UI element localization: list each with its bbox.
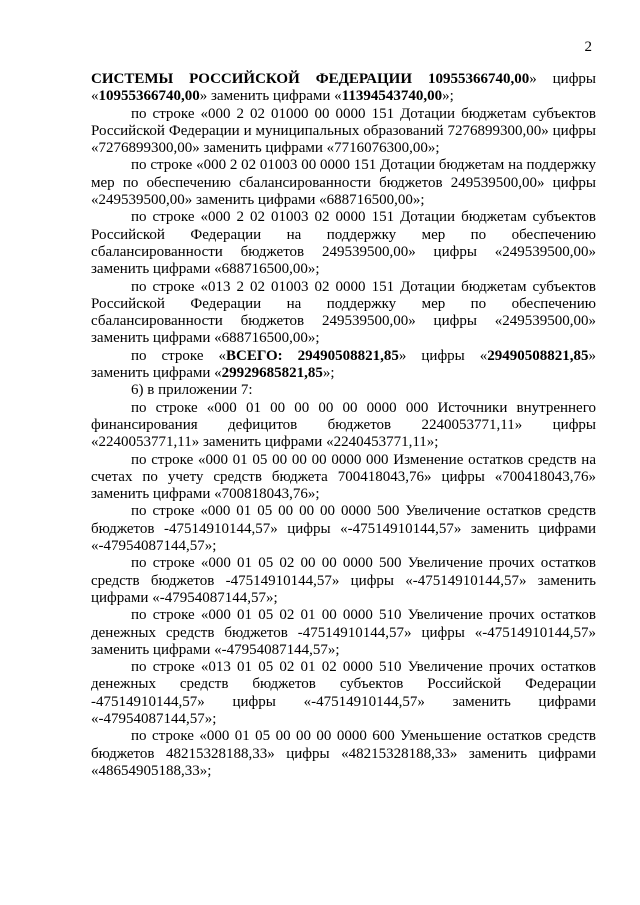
paragraph-text: по строке «013 01 05 02 01 02 0000 510 Увеличение прочих остатков денежных средств бюджетов субъектов Российской Федерации -47514910144,57» цифры «-47514910144,57» заменить цифрами «-47954087144,57»; bbox=[91, 659, 596, 727]
paragraph-text-bold: 10955366740,00 bbox=[98, 88, 200, 105]
paragraph-text: по строке «000 01 05 02 01 00 0000 510 Увеличение прочих остатков денежных средств бюджетов -47514910144,57» цифры «-47514910144,57» заменить цифрами «-47954087144,57»; bbox=[91, 607, 596, 658]
paragraph-text: » заменить цифрами « bbox=[91, 347, 596, 382]
paragraph-text-bold: 29490508821,85 bbox=[487, 347, 589, 364]
paragraph bbox=[91, 279, 596, 348]
paragraph-text: 6) в приложении 7: bbox=[131, 382, 253, 399]
paragraph bbox=[91, 348, 596, 383]
paragraph-text-bold: СИСТЕМЫ РОССИЙСКОЙ ФЕДЕРАЦИИ 10955366740,00 bbox=[91, 71, 530, 87]
page-number: 2 bbox=[584, 39, 592, 55]
paragraph bbox=[91, 503, 596, 555]
paragraph-text: »; bbox=[322, 365, 335, 382]
paragraph-text: по строке «000 01 05 00 00 00 0000 000 Изменение остатков средств на счетах по учету средств бюджета 700418043,76» цифры «700418043,76» заменить цифрами «700818043,76»; bbox=[91, 451, 596, 503]
paragraph bbox=[91, 382, 596, 399]
paragraph bbox=[91, 728, 596, 780]
paragraph bbox=[91, 157, 596, 209]
paragraph bbox=[91, 400, 596, 452]
paragraph-text: по строке «000 01 05 02 00 00 0000 500 Увеличение прочих остатков средств бюджетов -47514910144,57» цифры «-47514910144,57» заменить цифрами «-47954087144,57»; bbox=[91, 555, 596, 606]
paragraph bbox=[91, 452, 596, 504]
paragraph-text: по строке «000 01 00 00 00 00 0000 000 Источники внутреннего финансирования дефицитов бюджетов 2240053771,11» цифры «2240053771,11» заменить цифрами «2240453771,11»; bbox=[91, 399, 596, 451]
paragraph-text: по строке «000 01 05 00 00 00 0000 600 Уменьшение остатков средств бюджетов 48215328188,33» цифры «48215328188,33» заменить цифрами «48654905188,33»; bbox=[91, 728, 596, 779]
paragraph-text: по строке «000 01 05 00 00 00 0000 500 Увеличение остатков средств бюджетов -47514910144,57» цифры «-47514910144,57» заменить цифрами «-47954087144,57»; bbox=[91, 503, 596, 555]
paragraph-text: »; bbox=[442, 88, 454, 105]
paragraph bbox=[91, 106, 596, 158]
paragraph bbox=[91, 555, 596, 607]
paragraph-text-bold: ВСЕГО: 29490508821,85 bbox=[225, 347, 399, 364]
paragraph-text: по строке « bbox=[131, 347, 226, 364]
paragraph-text: по строке «013 2 02 01003 02 0000 151 Дотации бюджетам субъектов Российской Федерации на поддержку мер по обеспечению сбалансированности бюджетов 249539500,00» цифры «249539500,00» заменить цифрами «688716500,00»; bbox=[91, 278, 596, 347]
paragraph-text: по строке «000 2 02 01000 00 0000 151 Дотации бюджетам субъектов Российской Федерации и муниципальных образований 7276899300,00» цифры «7276899300,00» заменить цифрами «7716076300,00»; bbox=[91, 105, 596, 157]
paragraph-text: по строке «000 2 02 01003 00 0000 151 Дотации бюджетам на поддержку мер по обеспечению сбалансированности бюджетов 249539500,00» цифры «249539500,00» заменить цифрами «688716500,00»; bbox=[91, 157, 596, 209]
paragraph bbox=[91, 659, 596, 728]
paragraph bbox=[91, 607, 596, 659]
paragraph-text-bold: 29929685821,85 bbox=[221, 365, 323, 382]
document-body bbox=[91, 71, 596, 780]
paragraph bbox=[91, 209, 596, 278]
paragraph-text: » цифры « bbox=[91, 71, 596, 105]
paragraph bbox=[91, 71, 596, 106]
paragraph-text: » цифры « bbox=[398, 347, 488, 364]
paragraph-text: » заменить цифрами « bbox=[199, 88, 342, 105]
paragraph-text: по строке «000 2 02 01003 02 0000 151 Дотации бюджетам субъектов Российской Федерации на поддержку мер по обеспечению сбалансированности бюджетов 249539500,00» цифры «249539500,00» заменить цифрами «688716500,00»; bbox=[91, 209, 596, 278]
paragraph-text-bold: 11394543740,00 bbox=[341, 88, 443, 105]
